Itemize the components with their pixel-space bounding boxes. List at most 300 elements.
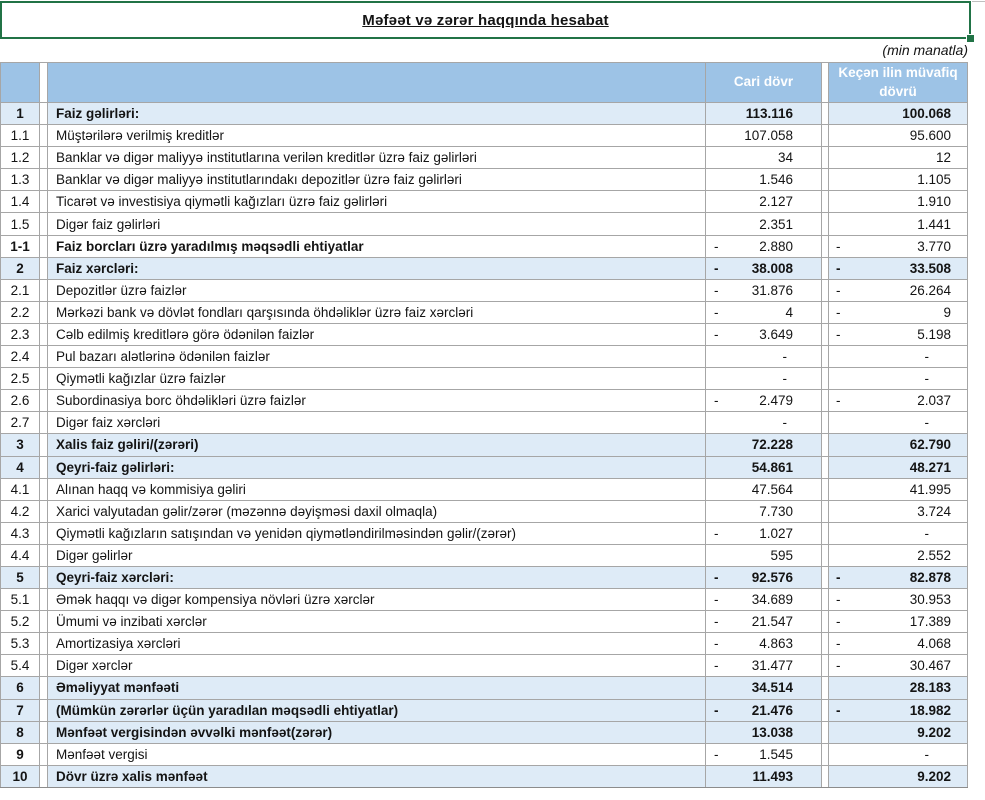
previous-value: 41.995 xyxy=(909,481,951,497)
row-number-cell[interactable] xyxy=(0,501,40,522)
table-row xyxy=(0,346,968,368)
row-label: Digər gəlirlər xyxy=(56,547,133,563)
previous-value-cell[interactable] xyxy=(828,368,968,389)
previous-value-cell[interactable] xyxy=(828,169,968,190)
current-value: 4.863 xyxy=(759,636,793,652)
report-title-cell[interactable] xyxy=(0,1,971,39)
row-number: 4.1 xyxy=(10,481,30,497)
table-row xyxy=(0,457,968,479)
current-value: - xyxy=(782,349,787,365)
row-number: 2.5 xyxy=(10,371,30,387)
previous-value: - xyxy=(924,746,929,762)
row-label-cell[interactable] xyxy=(47,346,706,367)
row-number: 9 xyxy=(16,746,24,762)
row-label: Mənfəət vergisindən əvvəlki mənfəət(zərər) xyxy=(56,724,333,740)
spacer-cell xyxy=(40,280,47,301)
table-row xyxy=(0,722,968,744)
previous-value: - xyxy=(924,349,929,365)
unit-note: (min manatla) xyxy=(882,42,968,58)
previous-value: 26.264 xyxy=(909,282,951,298)
current-value: 1.027 xyxy=(759,525,793,541)
row-number-cell[interactable] xyxy=(0,258,40,279)
current-value-cell[interactable] xyxy=(706,677,822,698)
spacer-cell xyxy=(40,324,47,345)
previous-value-cell[interactable] xyxy=(828,324,968,345)
spacer-cell xyxy=(40,147,47,168)
previous-value: 3.770 xyxy=(917,238,951,254)
previous-value-cell[interactable] xyxy=(828,501,968,522)
row-number-cell[interactable] xyxy=(0,390,40,411)
current-value: 2.351 xyxy=(759,216,793,232)
current-value-cell[interactable] xyxy=(706,236,822,257)
current-value: 54.861 xyxy=(751,459,793,475)
current-value-cell[interactable] xyxy=(706,766,822,787)
table-row xyxy=(0,280,968,302)
row-number-cell[interactable] xyxy=(0,655,40,676)
spacer-cell xyxy=(40,677,47,698)
current-value-cell[interactable] xyxy=(706,722,822,743)
row-number: 4.2 xyxy=(10,503,30,519)
spacer-cell xyxy=(40,236,47,257)
header-current-period-cell[interactable]: Cari dövr xyxy=(706,63,822,102)
previous-value-cell[interactable] xyxy=(828,589,968,610)
previous-value: 1.441 xyxy=(917,216,951,232)
current-value: 7.730 xyxy=(759,503,793,519)
row-label-cell[interactable] xyxy=(47,302,706,323)
row-label-cell[interactable] xyxy=(47,258,706,279)
table-row xyxy=(0,633,968,655)
row-label: Amortizasiya xərcləri xyxy=(56,636,181,652)
previous-value-cell[interactable] xyxy=(828,302,968,323)
row-label-cell[interactable] xyxy=(47,545,706,566)
minus-sign: - xyxy=(836,304,841,320)
row-number-cell[interactable] xyxy=(0,479,40,500)
spacer-cell xyxy=(40,125,47,146)
table-row xyxy=(0,655,968,677)
table-row xyxy=(0,147,968,169)
row-label: Mənfəət vergisi xyxy=(56,746,148,762)
row-label: Digər faiz gəlirləri xyxy=(56,216,161,232)
previous-value-cell[interactable] xyxy=(828,700,968,721)
table-row xyxy=(0,169,968,191)
previous-value: - xyxy=(924,415,929,431)
previous-value-cell[interactable] xyxy=(828,766,968,787)
previous-value: 95.600 xyxy=(909,128,951,144)
current-value-cell[interactable] xyxy=(706,523,822,544)
row-label-cell[interactable] xyxy=(47,412,706,433)
row-label: Qeyri-faiz gəlirləri: xyxy=(56,459,175,475)
row-number: 1.4 xyxy=(10,194,30,210)
previous-value-cell[interactable] xyxy=(828,191,968,212)
previous-value-cell[interactable] xyxy=(828,390,968,411)
row-number-cell[interactable] xyxy=(0,169,40,190)
current-value-cell[interactable] xyxy=(706,457,822,478)
row-number: 1-1 xyxy=(10,238,30,254)
row-number: 4.4 xyxy=(10,547,30,563)
previous-value-cell[interactable] xyxy=(828,412,968,433)
previous-value: 12 xyxy=(935,150,951,166)
table-row xyxy=(0,523,968,545)
spacer-cell xyxy=(40,700,47,721)
row-label-cell[interactable] xyxy=(47,147,706,168)
current-value: 34.689 xyxy=(751,592,793,608)
previous-value-cell[interactable] xyxy=(828,479,968,500)
row-number-cell[interactable] xyxy=(0,700,40,721)
previous-value-cell[interactable] xyxy=(828,147,968,168)
row-number: 1.2 xyxy=(10,150,30,166)
previous-value: 33.508 xyxy=(909,260,951,276)
row-number: 4 xyxy=(16,459,24,475)
spacer-cell xyxy=(40,103,47,124)
current-value: - xyxy=(782,371,787,387)
row-label: Subordinasiya borc öhdəlikləri üzrə faizlər xyxy=(56,393,306,409)
previous-value-cell[interactable] xyxy=(828,125,968,146)
table-body xyxy=(0,103,968,788)
row-number-cell[interactable] xyxy=(0,346,40,367)
previous-value-cell[interactable] xyxy=(828,545,968,566)
table-row xyxy=(0,213,968,235)
current-value-cell[interactable] xyxy=(706,633,822,654)
current-value: 31.876 xyxy=(751,282,793,298)
minus-sign: - xyxy=(836,614,841,630)
minus-sign: - xyxy=(836,393,841,409)
spacer-cell xyxy=(40,633,47,654)
minus-sign: - xyxy=(836,260,841,276)
previous-value-cell[interactable] xyxy=(828,633,968,654)
table-row xyxy=(0,125,968,147)
current-value-cell[interactable] xyxy=(706,125,822,146)
table-row xyxy=(0,390,968,412)
row-number: 1 xyxy=(16,106,24,122)
table-row xyxy=(0,103,968,125)
current-value-cell[interactable] xyxy=(706,501,822,522)
row-number-cell[interactable] xyxy=(0,677,40,698)
row-label: Faiz gəlirləri: xyxy=(56,106,140,122)
previous-value: 100.068 xyxy=(902,106,951,122)
row-label-cell[interactable] xyxy=(47,213,706,234)
row-label-cell[interactable] xyxy=(47,390,706,411)
row-label-cell[interactable] xyxy=(47,611,706,632)
current-value-cell[interactable] xyxy=(706,434,822,455)
current-value-cell[interactable] xyxy=(706,567,822,588)
row-label: Depozitlər üzrə faizlər xyxy=(56,282,187,298)
spacer-cell xyxy=(40,169,47,190)
row-number-cell[interactable] xyxy=(0,103,40,124)
current-value-cell[interactable] xyxy=(706,213,822,234)
row-number: 1.3 xyxy=(10,172,30,188)
minus-sign: - xyxy=(836,238,841,254)
row-label-cell[interactable] xyxy=(47,589,706,610)
previous-value: 4.068 xyxy=(917,636,951,652)
previous-value: 28.183 xyxy=(909,680,951,696)
minus-sign: - xyxy=(714,702,719,718)
row-number: 5.2 xyxy=(10,614,30,630)
row-label: Xarici valyutadan gəlir/zərər (məzənnə dəyişməsi daxil olmaqla) xyxy=(56,503,438,519)
row-label-cell[interactable] xyxy=(47,324,706,345)
table-row xyxy=(0,567,968,589)
row-number-cell[interactable] xyxy=(0,213,40,234)
report-title: Məfəət və zərər haqqında hesabat xyxy=(362,11,609,29)
previous-value: - xyxy=(924,371,929,387)
previous-value-cell[interactable] xyxy=(828,236,968,257)
row-number-cell[interactable] xyxy=(0,722,40,743)
row-number-cell[interactable] xyxy=(0,633,40,654)
current-value-cell[interactable] xyxy=(706,191,822,212)
row-label-cell[interactable] xyxy=(47,722,706,743)
row-label-cell[interactable] xyxy=(47,280,706,301)
row-number: 2.3 xyxy=(10,326,30,342)
row-label: Digər xərclər xyxy=(56,658,133,674)
previous-value-cell[interactable] xyxy=(828,346,968,367)
spacer-cell xyxy=(40,523,47,544)
row-number: 2.2 xyxy=(10,304,30,320)
current-value-cell[interactable] xyxy=(706,655,822,676)
row-number-cell[interactable] xyxy=(0,523,40,544)
current-value-cell[interactable] xyxy=(706,368,822,389)
current-value: 34 xyxy=(777,150,793,166)
row-number-cell[interactable] xyxy=(0,412,40,433)
row-number-cell[interactable] xyxy=(0,457,40,478)
previous-value-cell[interactable] xyxy=(828,280,968,301)
minus-sign: - xyxy=(714,525,719,541)
row-number: 5 xyxy=(16,570,24,586)
spacer-cell xyxy=(40,191,47,212)
row-number-cell[interactable] xyxy=(0,545,40,566)
current-value-cell[interactable] xyxy=(706,744,822,765)
spacer-cell xyxy=(40,302,47,323)
row-number-cell[interactable] xyxy=(0,236,40,257)
spacer-cell xyxy=(40,567,47,588)
current-value: 2.479 xyxy=(759,393,793,409)
row-label-cell[interactable] xyxy=(47,633,706,654)
previous-value-cell[interactable] xyxy=(828,258,968,279)
current-value: 3.649 xyxy=(759,326,793,342)
row-number: 1.1 xyxy=(10,128,30,144)
row-label-cell[interactable] xyxy=(47,501,706,522)
current-value-cell[interactable] xyxy=(706,302,822,323)
row-label-cell[interactable] xyxy=(47,766,706,787)
minus-sign: - xyxy=(714,238,719,254)
row-label-cell[interactable] xyxy=(47,700,706,721)
spacer-cell xyxy=(40,545,47,566)
current-value-cell[interactable] xyxy=(706,390,822,411)
current-value: 1.545 xyxy=(759,746,793,762)
current-value-cell[interactable] xyxy=(706,147,822,168)
row-label-cell[interactable] xyxy=(47,125,706,146)
previous-value: 2.552 xyxy=(917,547,951,563)
spacer-cell xyxy=(40,744,47,765)
row-number-cell[interactable] xyxy=(0,434,40,455)
row-label-cell[interactable] xyxy=(47,103,706,124)
row-label-cell[interactable] xyxy=(47,368,706,389)
report-table xyxy=(0,62,968,788)
row-label: Əmək haqqı və digər kompensiya növləri üzrə xərclər xyxy=(56,592,375,608)
current-value-cell[interactable] xyxy=(706,611,822,632)
minus-sign: - xyxy=(836,326,841,342)
row-label-cell[interactable] xyxy=(47,457,706,478)
current-value-cell[interactable] xyxy=(706,280,822,301)
row-number-cell[interactable] xyxy=(0,280,40,301)
current-value: 47.564 xyxy=(751,481,793,497)
header-previous-period-cell[interactable]: Keçən ilin müvafiq dövrü xyxy=(828,63,968,102)
row-number: 5.1 xyxy=(10,592,30,608)
previous-value-cell[interactable] xyxy=(828,457,968,478)
table-row xyxy=(0,434,968,456)
current-value-cell[interactable] xyxy=(706,346,822,367)
spacer-cell xyxy=(40,501,47,522)
current-value: 595 xyxy=(770,547,793,563)
previous-value: 2.037 xyxy=(917,393,951,409)
row-label: Banklar və digər maliyyə institutlarındakı depozitlər üzrə faiz gəlirləri xyxy=(56,172,462,188)
current-value: 38.008 xyxy=(751,260,793,276)
row-number: 7 xyxy=(16,702,24,718)
current-value-cell[interactable] xyxy=(706,589,822,610)
minus-sign: - xyxy=(714,282,719,298)
previous-value: - xyxy=(924,525,929,541)
previous-value-cell[interactable] xyxy=(828,434,968,455)
row-number-cell[interactable] xyxy=(0,125,40,146)
row-label-cell[interactable] xyxy=(47,523,706,544)
row-number: 2.1 xyxy=(10,282,30,298)
row-label: Digər faiz xərcləri xyxy=(56,415,161,431)
current-value-cell[interactable] xyxy=(706,545,822,566)
current-value: 1.546 xyxy=(759,172,793,188)
minus-sign: - xyxy=(836,282,841,298)
minus-sign: - xyxy=(836,702,841,718)
row-label: Faiz xərcləri: xyxy=(56,260,139,276)
spacer-cell xyxy=(40,213,47,234)
row-number-cell[interactable] xyxy=(0,191,40,212)
row-label: Banklar və digər maliyyə institutlarına verilən kreditlər üzrə faiz gəlirləri xyxy=(56,150,477,166)
previous-value: 82.878 xyxy=(909,570,951,586)
row-number: 2.6 xyxy=(10,393,30,409)
minus-sign: - xyxy=(714,592,719,608)
row-number: 6 xyxy=(16,680,24,696)
table-row xyxy=(0,700,968,722)
row-label: Ticarət və investisiya qiymətli kağızları üzrə faiz gəlirləri xyxy=(56,194,388,210)
current-value-cell[interactable] xyxy=(706,412,822,433)
row-label-cell[interactable] xyxy=(47,191,706,212)
current-value-cell[interactable] xyxy=(706,700,822,721)
minus-sign: - xyxy=(836,570,841,586)
previous-value: 17.389 xyxy=(909,614,951,630)
table-row xyxy=(0,191,968,213)
row-label: Qiymətli kağızların satışından və yenidən qiymətləndirilməsindən gəlir/(zərər) xyxy=(56,525,516,541)
spacer-cell xyxy=(40,611,47,632)
current-value-cell[interactable] xyxy=(706,103,822,124)
row-label: Müştərilərə verilmiş kreditlər xyxy=(56,128,225,144)
previous-value-cell[interactable] xyxy=(828,523,968,544)
row-number-cell[interactable] xyxy=(0,147,40,168)
row-label-cell[interactable] xyxy=(47,434,706,455)
row-number-cell[interactable] xyxy=(0,744,40,765)
previous-value: 1.105 xyxy=(917,172,951,188)
current-value: 92.576 xyxy=(751,570,793,586)
current-value: 31.477 xyxy=(751,658,793,674)
row-label: Pul bazarı alətlərinə ödənilən faizlər xyxy=(56,349,270,365)
row-number-cell[interactable] xyxy=(0,567,40,588)
row-number-cell[interactable] xyxy=(0,368,40,389)
previous-value-cell[interactable] xyxy=(828,103,968,124)
row-label-cell[interactable] xyxy=(47,655,706,676)
previous-value-cell[interactable] xyxy=(828,722,968,743)
previous-value-cell[interactable] xyxy=(828,744,968,765)
minus-sign: - xyxy=(714,326,719,342)
spacer-cell xyxy=(40,457,47,478)
current-value-cell[interactable] xyxy=(706,258,822,279)
row-number-cell[interactable] xyxy=(0,324,40,345)
row-label: (Mümkün zərərlər üçün yaradılan məqsədli ehtiyatlar) xyxy=(56,702,399,718)
spacer-cell xyxy=(40,63,47,102)
row-number: 8 xyxy=(16,724,24,740)
row-label-cell[interactable] xyxy=(47,479,706,500)
previous-value: 9.202 xyxy=(917,768,951,784)
minus-sign: - xyxy=(714,304,719,320)
current-value: 2.127 xyxy=(759,194,793,210)
previous-value: 9 xyxy=(943,304,951,320)
row-label-cell[interactable] xyxy=(47,169,706,190)
previous-value-cell[interactable] xyxy=(828,677,968,698)
row-label-cell[interactable] xyxy=(47,567,706,588)
table-row xyxy=(0,479,968,501)
previous-value-cell[interactable] xyxy=(828,611,968,632)
current-value: 21.476 xyxy=(751,702,793,718)
row-number-cell[interactable] xyxy=(0,589,40,610)
minus-sign: - xyxy=(714,393,719,409)
current-value: 11.493 xyxy=(752,768,793,784)
row-label-cell[interactable] xyxy=(47,236,706,257)
current-value-cell[interactable] xyxy=(706,169,822,190)
previous-value-cell[interactable] xyxy=(828,655,968,676)
minus-sign: - xyxy=(714,746,719,762)
table-row xyxy=(0,677,968,699)
header-blank-label-cell[interactable] xyxy=(47,63,706,102)
spacer-cell xyxy=(40,655,47,676)
previous-value: 30.467 xyxy=(909,658,951,674)
previous-value: 18.982 xyxy=(909,702,951,718)
current-value-cell[interactable] xyxy=(706,324,822,345)
row-label: Əməliyyat mənfəəti xyxy=(56,680,180,696)
row-number: 4.3 xyxy=(10,525,30,541)
row-label-cell[interactable] xyxy=(47,744,706,765)
row-number-cell[interactable] xyxy=(0,611,40,632)
table-row xyxy=(0,324,968,346)
current-value-cell[interactable] xyxy=(706,479,822,500)
table-row xyxy=(0,766,968,788)
row-number-cell[interactable] xyxy=(0,766,40,787)
row-label: Ümumi və inzibati xərclər xyxy=(56,614,207,630)
row-number: 5.3 xyxy=(10,636,30,652)
row-label-cell[interactable] xyxy=(47,677,706,698)
row-label: Alınan haqq və kommisiya gəliri xyxy=(56,481,246,497)
previous-value-cell[interactable] xyxy=(828,213,968,234)
header-blank-number-cell[interactable] xyxy=(0,63,40,102)
previous-value: 62.790 xyxy=(909,437,951,453)
current-value: 34.514 xyxy=(751,680,793,696)
current-value: 21.547 xyxy=(751,614,793,630)
previous-value: 3.724 xyxy=(917,503,951,519)
table-row xyxy=(0,236,968,258)
spacer-cell xyxy=(40,346,47,367)
row-label: Mərkəzi bank və dövlət fondları qarşısında öhdəliklər üzrə faiz xərcləri xyxy=(56,304,474,320)
minus-sign: - xyxy=(836,636,841,652)
current-value: 72.228 xyxy=(751,437,793,453)
row-number: 2 xyxy=(16,260,24,276)
minus-sign: - xyxy=(714,570,719,586)
previous-value-cell[interactable] xyxy=(828,567,968,588)
spacer-cell xyxy=(40,589,47,610)
row-number-cell[interactable] xyxy=(0,302,40,323)
